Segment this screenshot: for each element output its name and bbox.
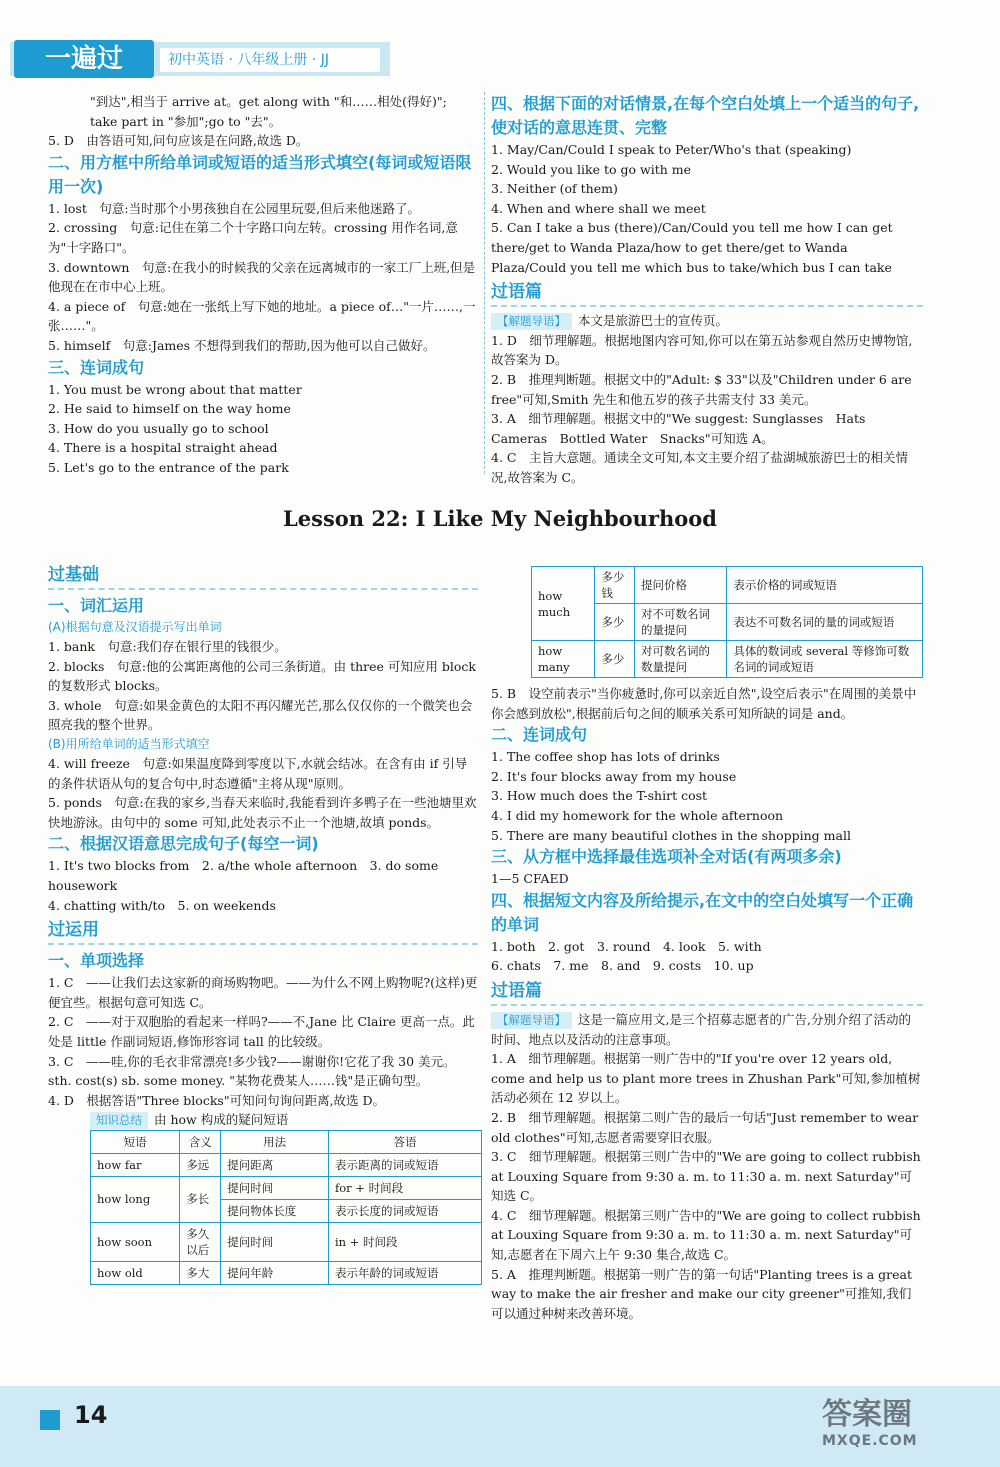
subsection-title: (A)根据句意及汉语提示写出单词 — [48, 620, 222, 634]
answer-item: 2. blocks 句意:他的公寓距离他的公司三条街道。由 three 可知应用 block 的复数形式 blocks。 — [48, 658, 476, 694]
text-line: "到达",相当于 arrive at。get along with "和……相处(得好)"; — [90, 94, 447, 109]
table-cell: 多少 — [595, 604, 635, 641]
table-cell: how many — [532, 641, 595, 678]
column-divider — [484, 92, 485, 474]
table-cell: 表示价格的词或短语 — [727, 567, 923, 604]
answer-item: 3. How much does the T-shirt cost — [491, 788, 708, 804]
answer-item: 4. will freeze 句意:如果温度降到零度以下,水就会结冰。在含有由 if 引导的条件状语从句的复合句中,时态遵循"主将从现"原则。 — [48, 755, 468, 791]
bottom-right-column — [491, 566, 923, 1323]
lesson-title: Lesson 22: I Like My Neighbourhood — [283, 506, 717, 531]
section-band: 过基础 — [48, 562, 478, 590]
table-cell: 对可数名词的数量提问 — [634, 641, 726, 678]
table-header: 含义 — [180, 1130, 221, 1153]
guide-tag: 【解题导语】 — [491, 1012, 572, 1029]
section-title: 二、用方框中所给单词或短语的适当形式填空(每词或短语限用一次) — [48, 152, 472, 196]
table-cell: how soon — [91, 1222, 180, 1261]
answer-item: 2. It's four blocks away from my house — [491, 768, 737, 784]
answer-line: 1. It's two blocks from 2. a/the whole afternoon 3. do some housework — [48, 858, 439, 893]
answer-item: 2. C ——对于双胞胎的看起来一样吗?——不,Jane 比 Claire 更高一点。此处是 little 作副词短语,修饰形容词 tall 的比较级。 — [48, 1014, 475, 1049]
table-cell: 提问价格 — [634, 567, 726, 604]
answer-item: 1. May/Can/Could I speak to Peter/Who's that (speaking) — [491, 142, 852, 157]
table-row — [91, 1176, 482, 1199]
watermark-url: MXQE.COM — [822, 1433, 918, 1449]
answer-item: 2. B 推理判断题。根据文中的"Adult: $ 33"以及"Children under 6 are free"可知,Smith 先生和他五岁的孩子共需支付 33 美元。 — [491, 371, 912, 407]
answer-item: 1. lost 句意:当时那个小男孩独自在公园里玩耍,但后来他迷路了。 — [48, 200, 421, 216]
top-right-column — [491, 92, 923, 488]
section-title: 三、连词成句 — [48, 357, 145, 377]
section-band: 过语篇 — [491, 978, 923, 1006]
answer-item: 4. I did my homework for the whole afternoon — [491, 807, 784, 823]
table-cell: 提问时间 — [221, 1222, 329, 1261]
table-cell: 多少钱 — [595, 567, 635, 604]
answer-item: 3. C 细节理解题。根据第三则广告中的"We are going to collect rubbish at Louxing Square from 9:30 a. m. to 11:30 a. m. next Saturday"可知选 C。 — [491, 1149, 921, 1204]
answer-item: 4. There is a hospital straight ahead — [48, 440, 278, 456]
answer-item: 1. You must be wrong about that matter — [48, 381, 302, 397]
table-cell: 具体的数词或 several 等修饰可数名词的词或短语 — [727, 641, 923, 678]
table-header: 短语 — [91, 1130, 180, 1153]
answer-line: 4. chatting with/to 5. on weekends — [48, 897, 276, 913]
answer-item: 2. B 细节理解题。根据第二则广告的最后一句话"Just remember to wear old clothes"可知,志愿者需要穿旧衣服。 — [491, 1109, 919, 1145]
section-title: 四、根据短文内容及所给提示,在文中的空白处填写一个正确的单词 — [491, 890, 914, 934]
answer-item: 1. A 细节理解题。根据第一则广告中的"If you're over 12 years old, come and help us to plant more trees in Zhushan Park"可知,参加植树活动必须在 12 岁以上。 — [491, 1051, 921, 1106]
table-cell: 提问距离 — [221, 1153, 329, 1176]
table-row — [91, 1153, 482, 1176]
table-header: 用法 — [221, 1130, 329, 1153]
answer-item: 2. crossing 句意:记住在第二个十字路口向左转。crossing 用作名词,意为"十字路口"。 — [48, 220, 458, 255]
watermark-logo — [822, 1398, 972, 1458]
answer-item: 5. There are many beautiful clothes in the shopping mall — [491, 827, 851, 843]
table-cell: 表达不可数名词的量的词或短语 — [727, 604, 923, 641]
table-cell: how much — [532, 567, 595, 641]
table-row — [532, 641, 923, 678]
text-line: take part in "参加";go to "去"。 — [90, 113, 282, 129]
guide-tag: 【解题导语】 — [491, 313, 572, 330]
table-cell: in + 时间段 — [328, 1222, 481, 1261]
answer-item: 4. a piece of 句意:她在一张纸上写下她的地址。a piece of…"一片……,一张……"。 — [48, 298, 476, 334]
section-title: 二、根据汉语意思完成句子(每空一词) — [48, 834, 319, 854]
section-title: 四、根据下面的对话情景,在每个空白处填上一个适当的句子,使对话的意思连贯、完整 — [491, 94, 920, 137]
knowledge-text: 由 how 构成的疑问短语 — [154, 1112, 289, 1128]
section-title: 三、从方框中选择最佳选项补全对话(有两项多余) — [491, 847, 842, 867]
answer-item: 1. bank 句意:我们存在银行里的钱很少。 — [48, 639, 287, 654]
page-header — [0, 0, 1000, 86]
table-row — [91, 1222, 482, 1261]
table-cell: 多久以后 — [180, 1222, 221, 1261]
guide-text: 本文是旅游巴士的宣传页。 — [578, 313, 729, 329]
knowledge-tag: 知识总结 — [90, 1112, 148, 1129]
table-cell: how old — [91, 1261, 180, 1284]
table-cell: 多少 — [595, 641, 635, 678]
answer-item: 1. D 细节理解题。根据地图内容可知,你可以在第五站参观自然历史博物馆,故答案为 D。 — [491, 332, 913, 368]
answer-item: 4. C 细节理解题。根据第三则广告中的"We are going to collect rubbish at Louxing Square from 9:30 a. m. to 11:30 a. m. next Saturday"可知,志愿者在下周六上午 9:30 集合,故选 C。 — [491, 1207, 921, 1263]
text-line: 5. D 由答语可知,问句应该是在问路,故选 D。 — [48, 133, 309, 149]
answer-item: 4. D 根据答语"Three blocks"可知问句询问距离,故选 D。 — [48, 1092, 386, 1108]
subsection-title: (B)用所给单词的适当形式填空 — [48, 736, 210, 751]
answer-item: 2. He said to himself on the way home — [48, 401, 291, 417]
section-band: 过语篇 — [491, 279, 923, 307]
guide-text: 这是一篇应用文,是三个招募志愿者的广告,分别介绍了活动的时间、地点以及活动的注意事项。 — [491, 1011, 911, 1047]
table-cell: how far — [91, 1153, 180, 1176]
table-row — [532, 567, 923, 604]
answer-item: 5. Can I take a bus (there)/Can/Could you tell me how I can get there/get to Wanda Plaza/how to get there/get to Wanda Plaza/Could you tell me which bus to take/which bus I can take — [491, 220, 893, 275]
page-footer — [0, 1386, 1000, 1467]
answer-item: 5. Let's go to the entrance of the park — [48, 459, 289, 475]
table-header: 答语 — [328, 1130, 481, 1153]
table-cell: 多长 — [180, 1176, 221, 1222]
answer-item: 2. Would you like to go with me — [491, 161, 692, 177]
table-row — [91, 1261, 482, 1284]
book-subtitle: 初中英语 · 八年级上册 · JJ — [160, 48, 380, 72]
answer-item: 1. C ——让我们去这家新的商场购物吧。——为什么不网上购物呢?(这样)更便宜些。根据句意可知选 C。 — [48, 975, 478, 1010]
table-cell: 表示距离的词或短语 — [328, 1153, 481, 1176]
bottom-left-column — [48, 560, 478, 1285]
answer-item: 3. C ——哇,你的毛衣非常漂亮!多少钱?——谢谢你!它花了我 30 美元。sth. cost(s) sb. some money. "某物花费某人……钱"是正确句型。 — [48, 1053, 456, 1089]
answer-line: 1—5 CFAED — [491, 871, 569, 887]
page-number: 14 — [74, 1401, 108, 1429]
answer-item: 3. Neither (of them) — [491, 181, 618, 197]
how-phrase-table — [90, 1130, 482, 1285]
table-cell: 表示长度的词或短语 — [328, 1199, 481, 1222]
answer-item: 5. A 推理判断题。根据第一则广告的第一句话"Planting trees is a great way to make the air fresher and make our city greener"可推知,我们可以通过种树来改善环境。 — [491, 1266, 912, 1321]
answer-item: 1. The coffee shop has lots of drinks — [491, 749, 720, 765]
answer-line: 1. both 2. got 3. round 4. look 5. with — [491, 938, 762, 954]
answer-item: 4. When and where shall we meet — [491, 200, 706, 216]
knowledge-line — [48, 1110, 478, 1130]
book-logo: 一遍过 — [14, 40, 154, 78]
answer-item: 5. B 设空前表示"当你疲惫时,你可以亲近自然",设空后表示"在周围的美景中你会感到放松",根据前后句之间的顺承关系可知所缺的词是 and。 — [491, 686, 917, 721]
answer-item: 3. whole 句意:如果金黄色的太阳不再闪耀光芒,那么仅仅你的一个微笑也会照亮我的整个世界。 — [48, 697, 473, 733]
table-cell: 提问物体长度 — [221, 1199, 329, 1222]
guide-line — [491, 311, 923, 331]
table-cell: for + 时间段 — [328, 1176, 481, 1199]
page-marker-icon — [40, 1410, 60, 1430]
table-cell: 多远 — [180, 1153, 221, 1176]
watermark-title: 答案圈 — [822, 1397, 912, 1432]
table-cell: 提问年龄 — [221, 1261, 329, 1284]
guide-line — [491, 1010, 923, 1049]
answer-item: 3. A 细节理解题。根据文中的"We suggest: Sunglasses Hats Cameras Bottled Water Snacks"可知选 A。 — [491, 411, 878, 446]
answer-item: 5. ponds 句意:在我的家乡,当春天来临时,我能看到许多鸭子在一些池塘里欢快地游泳。由句中的 some 可知,此处表示不止一个池塘,故填 ponds。 — [48, 795, 477, 830]
table-header-row — [91, 1130, 482, 1153]
section-title: 一、词汇运用 — [48, 596, 145, 615]
how-phrase-table-continued — [531, 566, 923, 678]
section-band: 过运用 — [48, 917, 478, 945]
table-cell: 提问时间 — [221, 1176, 329, 1199]
answer-item: 3. downtown 句意:在我小的时候我的父亲在远离城市的一家工厂上班,但是他现在在市中心上班。 — [48, 259, 476, 295]
table-cell: 对不可数名词的量提问 — [634, 604, 726, 641]
table-cell: 多大 — [180, 1261, 221, 1284]
answer-item: 5. himself 句意:James 不想得到我们的帮助,因为他可以自己做好。 — [48, 337, 436, 353]
table-cell: 表示年龄的词或短语 — [328, 1261, 481, 1284]
answer-item: 3. How do you usually go to school — [48, 420, 269, 436]
top-left-column — [48, 92, 478, 478]
table-cell: how long — [91, 1176, 180, 1222]
section-title: 二、连词成句 — [491, 725, 588, 745]
section-title: 一、单项选择 — [48, 951, 145, 971]
answer-line: 6. chats 7. me 8. and 9. costs 10. up — [491, 958, 754, 974]
answer-item: 4. C 主旨大意题。通读全文可知,本文主要介绍了盐湖城旅游巴士的相关情况,故答案为 C。 — [491, 450, 908, 485]
